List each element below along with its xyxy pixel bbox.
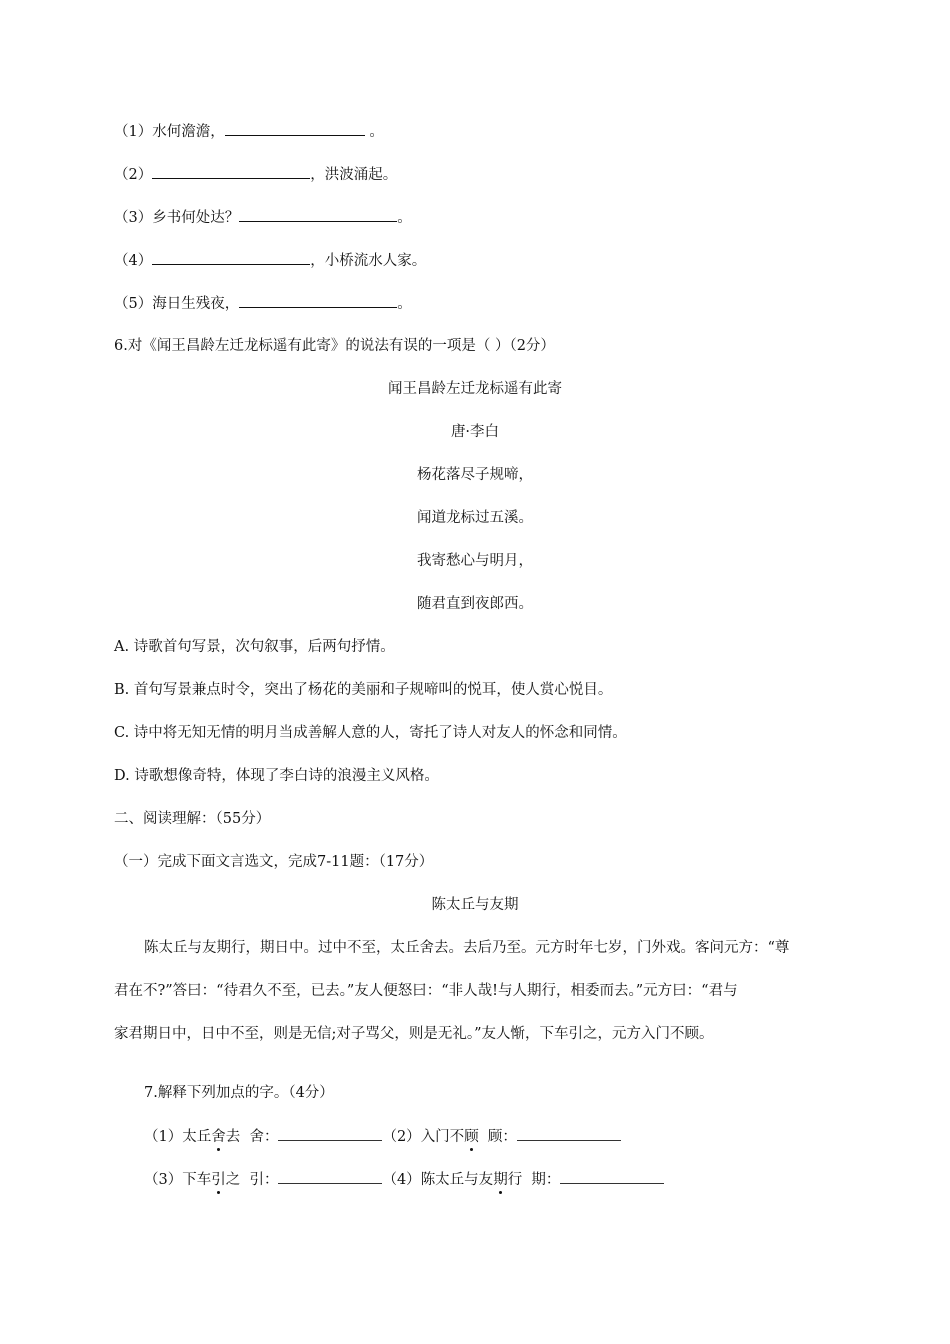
passage-title: 陈太丘与友期 [431,897,519,913]
sub-section-heading: （一）完成下面文言选文，完成7-11题：（17分） [114,854,434,870]
poem-line: 我寄愁心与明月， [417,553,533,569]
phrase-text: 陈太丘与友 [420,1172,494,1188]
q7-row-2 [144,1169,664,1190]
answer-blank[interactable] [517,1126,621,1141]
key-char: 舍： [249,1129,279,1145]
dotted-char: 期 [493,1172,508,1188]
item-text-after: 。 [364,124,384,140]
item-number: （2） [114,167,153,183]
option-d[interactable]: D. 诗歌想像奇特，体现了李白诗的浪漫主义风格。 [114,768,439,784]
poem-line: 杨花落尽子规啼， [417,467,533,483]
item-text-before: 海日生残夜， [152,296,240,312]
answer-blank[interactable] [225,121,365,136]
phrase-text: 去 [225,1129,241,1145]
phrase-text: 太丘 [182,1129,212,1145]
passage-line: 陈太丘与友期行，期日中。过中不至，太丘舍去。去后乃至。元方时年七岁，门外戏。客问元方：“尊 [144,940,790,956]
poem-author: 唐·李白 [450,424,500,440]
item-number: （1） [114,124,153,140]
item-number: （1） [144,1129,183,1145]
item-number: （3） [144,1172,183,1188]
answer-blank[interactable] [152,250,310,265]
phrase-text: 行 [507,1172,523,1188]
answer-blank[interactable] [152,164,310,179]
phrase-text: 之 [225,1172,241,1188]
answer-blank[interactable] [278,1169,382,1184]
item-text-before: 水何澹澹， [152,124,225,140]
poem-line: 闻道龙标过五溪。 [417,510,533,526]
answer-blank[interactable] [560,1169,664,1184]
question-7-stem: 7.解释下列加点的字。（4分） [144,1085,334,1101]
item-number: （4） [382,1172,421,1188]
fill-item-1 [114,121,384,142]
option-c[interactable]: C. 诗中将无知无情的明月当成善解人意的人，寄托了诗人对友人的怀念和同情。 [114,725,627,741]
key-char: 引： [249,1172,279,1188]
question-6-stem: 6.对《闻王昌龄左迁龙标遥有此寄》的说法有误的一项是（ ）（2分） [114,338,555,354]
fill-item-3 [114,207,412,228]
option-a[interactable]: A. 诗歌首句写景，次句叙事，后两句抒情。 [114,639,395,655]
section-heading: 二、阅读理解：（55分） [114,811,271,827]
passage-line: 君在不?”答曰：“待君久不至，已去。”友人便怒曰：“非人哉!与人期行，相委而去。”元方曰：“君与 [114,983,738,999]
item-number: （4） [114,253,153,269]
dotted-char: 顾 [464,1129,479,1145]
item-text-after: ，洪波涌起。 [310,167,398,183]
poem-title: 闻王昌龄左迁龙标遥有此寄 [388,381,562,397]
item-number: （3） [114,210,153,226]
key-char: 期： [531,1172,561,1188]
fill-item-5 [114,293,412,314]
item-number: （5） [114,296,153,312]
answer-blank[interactable] [278,1126,382,1141]
item-text-after: 。 [397,296,412,312]
poem-line: 随君直到夜郎西。 [417,596,533,612]
answer-blank[interactable] [239,207,397,222]
item-text-after: 。 [397,210,412,226]
fill-item-4 [114,250,426,271]
phrase-text: 下车 [182,1172,212,1188]
passage-line: 家君期日中，日中不至，则是无信;对子骂父，则是无礼。”友人惭，下车引之，元方入门不顾。 [114,1026,714,1042]
fill-item-2 [114,164,397,185]
q7-row-1 [144,1126,621,1147]
answer-blank[interactable] [239,293,397,308]
option-b[interactable]: B. 首句写景兼点时令，突出了杨花的美丽和子规啼叫的悦耳，使人赏心悦目。 [114,682,613,698]
key-char: 顾： [487,1129,517,1145]
item-text-before: 乡书何处达？ [152,210,240,226]
item-number: （2） [382,1129,421,1145]
dotted-char: 舍 [211,1129,226,1145]
phrase-text: 入门不 [420,1129,465,1145]
item-text-after: ，小桥流水人家。 [310,253,427,269]
dotted-char: 引 [211,1172,226,1188]
